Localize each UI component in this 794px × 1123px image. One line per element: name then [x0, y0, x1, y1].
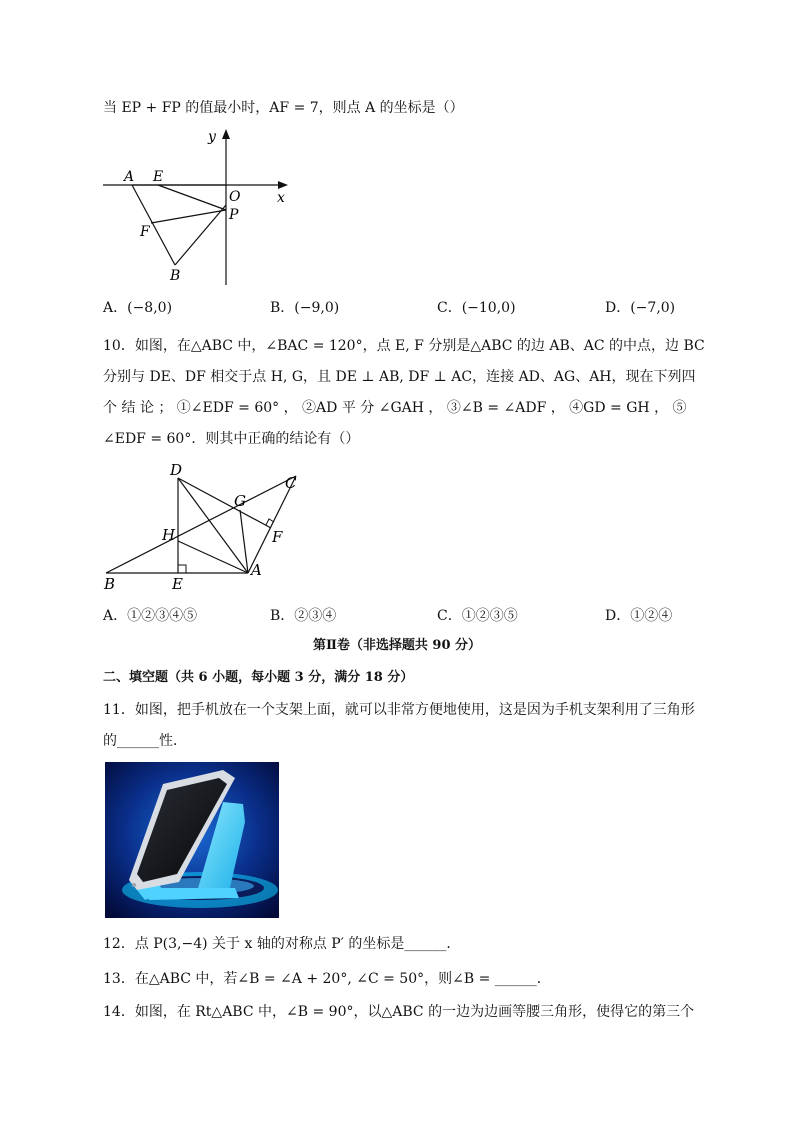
q14-text: 14．如图，在 Rt△ABC 中，∠B = 90°，以△ABC 的一边为边画等腰三角形，使得它的第三个	[103, 1004, 695, 1020]
fig9-label-F: F	[140, 224, 150, 240]
fig10-label-H: H	[162, 526, 176, 544]
q9-figure	[100, 125, 300, 285]
fig9-label-E: E	[153, 169, 164, 185]
fig10-label-E: E	[172, 575, 183, 593]
fig9-label-A: A	[124, 169, 135, 185]
q10-line-4: ∠EDF = 60°．则其中正确的结论有（）	[103, 431, 360, 447]
fig10-label-B: B	[104, 575, 116, 593]
q9-option-c: C．(−10,0)	[437, 300, 516, 316]
phone-stand-photo	[105, 762, 279, 918]
q13-text: 13．在△ABC 中，若∠B = ∠A + 20°, ∠C = 50°，则∠B = ______．	[103, 971, 551, 987]
q10-option-d: D．①②④	[605, 608, 673, 624]
q10-option-a: A．①②③④⑤	[103, 608, 198, 624]
q10-option-b: B．②③④	[270, 608, 337, 624]
fig9-label-y: y	[208, 129, 216, 145]
q11-line-1: 11．如图，把手机放在一个支架上面，就可以非常方便地使用，这是因为手机支架利用了三角形	[103, 702, 695, 718]
fig10-label-G: G	[234, 492, 246, 510]
q10-figure	[100, 458, 310, 598]
fig10-label-D: D	[170, 461, 183, 479]
q9-option-a: A．(−8,0)	[103, 300, 173, 316]
q10-line-1: 10．如图，在△ABC 中，∠BAC = 120°，点 E, F 分别是△ABC 的边 AB、AC 的中点，边 BC	[103, 338, 705, 354]
fig10-label-A: A	[251, 561, 262, 579]
fig10-label-C: C	[285, 474, 297, 492]
part-2-title: 第Ⅱ卷（非选择题共 90 分）	[312, 638, 482, 653]
fig9-label-x: x	[277, 190, 285, 206]
fig10-label-F: F	[272, 528, 283, 546]
q11-line-2: 的______性．	[103, 733, 187, 749]
q9-option-d: D．(−7,0)	[605, 300, 676, 316]
fig9-label-P: P	[229, 207, 239, 223]
q12-text: 12．点 P(3,−4) 关于 x 轴的对称点 P′ 的坐标是______．	[103, 936, 461, 952]
q10-line-2: 分别与 DE、DF 相交于点 H, G，且 DE ⊥ AB, DF ⊥ AC，连接 AD、AG、AH，现在下列四	[103, 369, 696, 385]
fig9-label-B: B	[170, 268, 181, 284]
q10-line-3: 个 结 论 ； ①∠EDF = 60° ， ②AD 平 分 ∠GAH ， ③∠B = ∠ADF ， ④GD = GH ， ⑤	[103, 400, 687, 416]
fig9-label-O: O	[229, 189, 241, 205]
section-2-heading: 二、填空题（共 6 小题，每小题 3 分，满分 18 分）	[103, 670, 414, 685]
q10-option-c: C．①②③⑤	[437, 608, 518, 624]
q9-stem: 当 EP + FP 的值最小时，AF = 7，则点 A 的坐标是（）	[103, 100, 464, 116]
q9-option-b: B．(−9,0)	[270, 300, 340, 316]
